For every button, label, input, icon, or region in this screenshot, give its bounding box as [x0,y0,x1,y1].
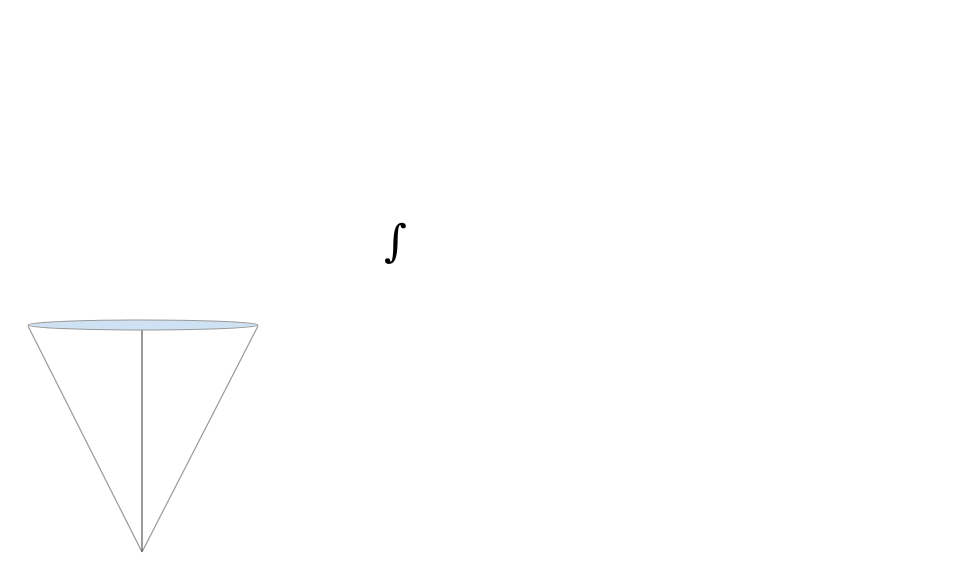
cone-diagram [20,312,270,562]
cone-left-edge [28,326,142,552]
cone-top-surface [28,320,258,330]
cone-right-edge [142,326,258,552]
integral-sign-icon: ∫ [384,216,407,267]
